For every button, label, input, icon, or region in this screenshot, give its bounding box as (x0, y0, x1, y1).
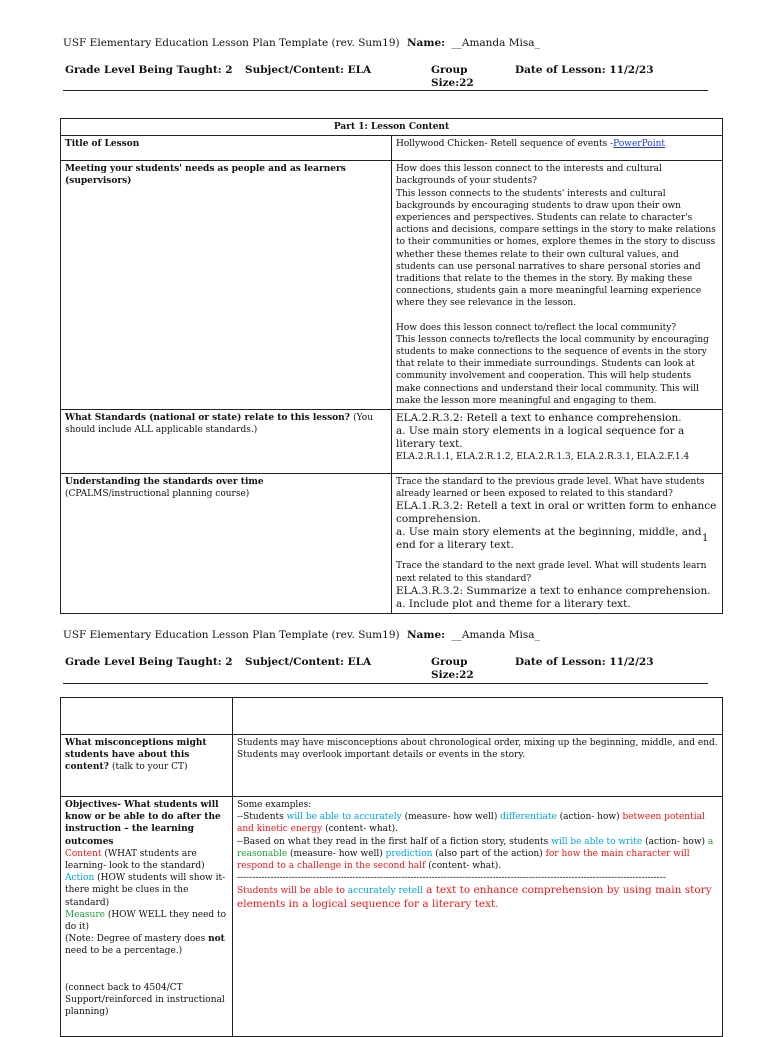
standards-content (392, 410, 723, 474)
name-value: __Amanda Misa_ (451, 629, 540, 641)
page-number: 1 (702, 533, 709, 544)
template-title: USF Elementary Education Lesson Plan Template (rev. Sum19) (63, 629, 400, 641)
lesson-content-table (60, 118, 723, 614)
needs-answer-1: This lesson connects to the students' interests and cultural backgrounds by encouraging students to draw upon their own experiences and perspectives. Students can relate to character's actions and decisions, compare settings in the story to make relations to their communities or homes, explore themes in the story to discuss whether these themes relate to their own cultural values, and students can use personal narratives to share personal stories and traditions that relate to the themes in the story. By making these connections, students gain a more meaningful learning experience where they see relevance in the lesson. (396, 188, 716, 309)
understanding-label: Understanding the standards over time (CPALMS/instructional planning course) (61, 474, 392, 614)
needs-label: Meeting your students' needs as people and as learners (supervisors) (61, 161, 392, 410)
template-header-2 (63, 629, 540, 641)
needs-content (392, 161, 723, 410)
needs-question-2: How does this lesson connect to/reflect the local community? (396, 322, 677, 333)
next-standard: ELA.3.R.3.2: Summarize a text to enhance comprehension. (396, 584, 711, 597)
name-label: Name: (406, 629, 446, 641)
name-label: Name: (406, 37, 446, 49)
title-value: Hollywood Chicken- Retell sequence of events -PowerPoint (392, 136, 723, 161)
objectives-content (233, 797, 723, 1037)
misconceptions-label: What misconceptions might students have about this content? (talk to your CT) (61, 735, 233, 797)
example-1: --Students will be able to accurately (measure- how well) differentiate (action- how) between potential and kinetic energy (content- what). (237, 812, 705, 835)
template-header (63, 37, 540, 49)
powerpoint-link[interactable]: PowerPoint (613, 139, 665, 150)
lesson-date: Date of Lesson: 11/2/23 (515, 656, 654, 668)
standard-sub: a. Use main story elements in a logical sequence for a literary text. (396, 425, 685, 451)
understanding-content (392, 474, 723, 614)
subject-content: Subject/Content: ELA (245, 656, 372, 668)
group-size: Group Size:22 (431, 64, 474, 89)
grade-level: Grade Level Being Taught: 2 (65, 64, 233, 76)
header-divider-2 (63, 683, 708, 684)
standard-main: ELA.2.R.3.2: Retell a text to enhance comprehension. (396, 412, 682, 425)
title-label: Title of Lesson (61, 136, 392, 161)
standards-label: What Standards (national or state) relate to this lesson? (You should include ALL applicable standards.) (61, 410, 392, 474)
divider-line: --------------------------------------------------------------------------------------------------------------------------------------------- (237, 873, 666, 884)
prev-standard-sub: a. Use main story elements at the beginning, middle, and end for a literary text. (396, 526, 702, 552)
next-standard-sub: a. Include plot and theme for a literary text. (396, 597, 631, 610)
prev-standard: ELA.1.R.3.2: Retell a text in oral or written form to enhance comprehension. (396, 500, 717, 526)
understanding-question-2: Trace the standard to the next grade level. What will students learn next related to this standard? (396, 561, 707, 584)
group-size: Group Size:22 (431, 656, 474, 681)
lesson-objective: Students will be able to accurately retell a text to enhance comprehension by using main story elements in a logical sequence for a literary text. (237, 884, 712, 911)
grade-level: Grade Level Being Taught: 2 (65, 656, 233, 668)
needs-question-1: How does this lesson connect to the interests and cultural backgrounds of your students? (396, 164, 662, 187)
objectives-label: Objectives- What students will know or be able to do after the instruction – the learning outcomes Content (WHAT students are learning- look to the standard) Action (HOW students will show it- there might be clues in the standard) Measure (HOW WELL they need to do it) (Note: Degree of mastery does not need to be a percentage.) (connect back to 4504/CT Support/reinforced in instructional planning) (61, 797, 233, 1037)
example-2: --Based on what they read in the first half of a fiction story, students will be able to write (action- how) a reasonable (measure- how well) prediction (also part of the action) for how the main character will respond to a challenge in the second half (content- what). (237, 836, 714, 872)
name-value: __Amanda Misa_ (451, 37, 540, 49)
standard-list: ELA.2.R.1.1, ELA.2.R.1.2, ELA.2.R.1.3, ELA.2.R.3.1, ELA.2.F.1.4 (396, 452, 690, 463)
empty-label-cell (61, 698, 233, 735)
needs-answer-2: This lesson connects to/reflects the local community by encouraging students to make connections to the sequence of events in the story that relate to their immediate surroundings. Students can look at community involvement and cooperation. This will help students make connections and understand their local community. This will make the lesson more meaningful and engaging to them. (396, 334, 709, 406)
lesson-date: Date of Lesson: 11/2/23 (515, 64, 654, 76)
template-title: USF Elementary Education Lesson Plan Template (rev. Sum19) (63, 37, 400, 49)
objectives-table (60, 697, 723, 1037)
subject-content: Subject/Content: ELA (245, 64, 372, 76)
empty-content-cell (233, 698, 723, 735)
section-title: Part 1: Lesson Content (61, 119, 723, 136)
header-divider (63, 90, 708, 91)
examples-intro: Some examples: (237, 800, 312, 810)
misconceptions-content: Students may have misconceptions about chronological order, mixing up the beginning, middle, and end. Students may overlook important details or events in the story. (233, 735, 723, 797)
understanding-question-1: Trace the standard to the previous grade level. What have students already learned or been exposed to related to this standard? (396, 477, 705, 500)
